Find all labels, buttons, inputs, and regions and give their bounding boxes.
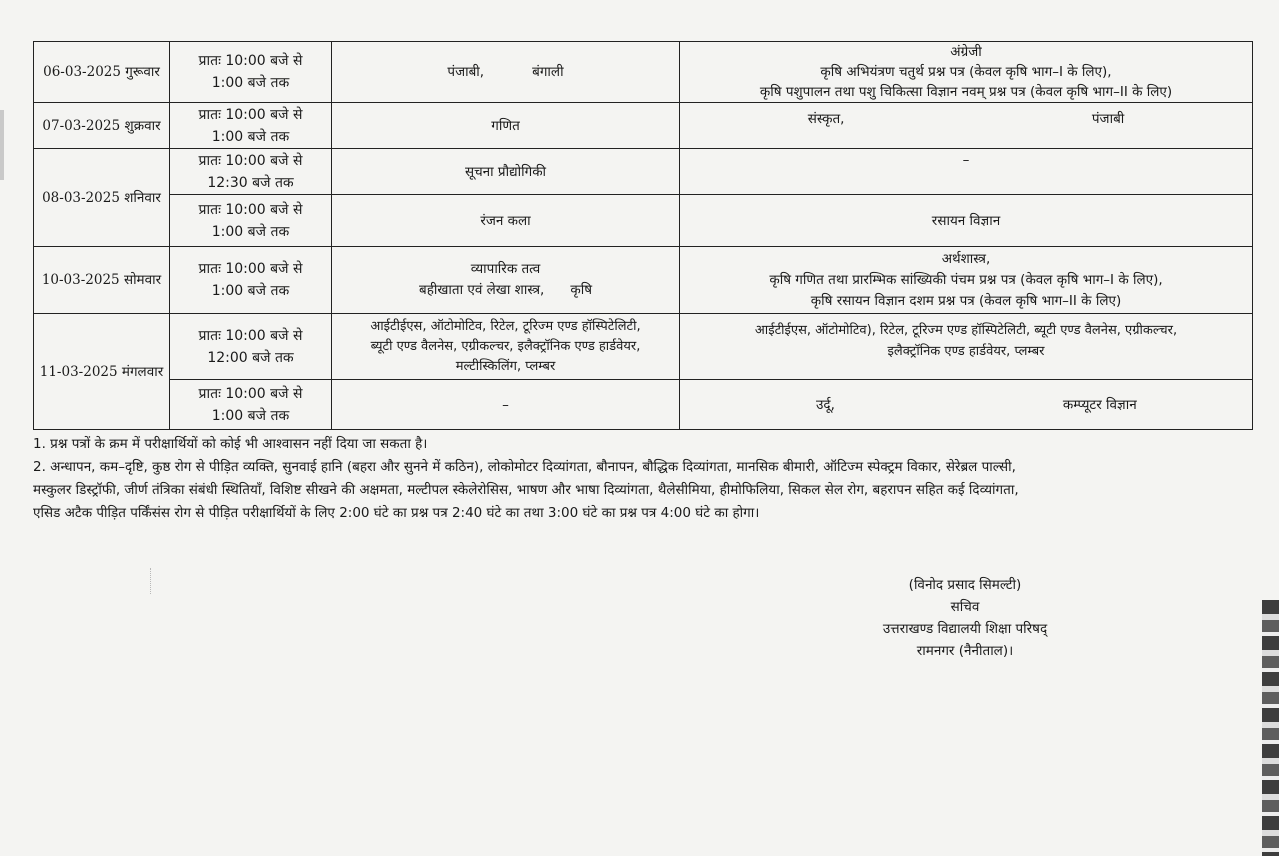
signatory-designation: सचिव [950,599,980,615]
paper1-cell: व्यापारिक तत्व बहीखाता एवं लेखा शास्त्र, कृषि [332,247,680,314]
date-cell: 08-03-2025 शनिवार [34,149,170,247]
time-cell: प्रातः 10:00 बजे से 12:00 बजे तक [170,314,332,380]
faint-scan-mark [150,568,154,594]
paper1-cell: आईटीईएस, ऑटोमोटिव, रिटेल, टूरिज्म एण्ड हॉस्पिटेलिटी, ब्यूटी एण्ड वैलनेस, एग्रीकल्चर, इलैक्ट्रॉनिक एण्ड हार्डवेयर, मल्टीस्किलिंग, प्लम्बर [332,314,680,380]
table-row [34,247,1253,314]
page-edge-shadow [0,110,4,180]
note-1: 1. प्रश्न पत्रों के क्रम में परीक्षार्थियों को कोई भी आश्वासन नहीं दिया जा सकता है। [33,436,428,452]
table-row [34,103,1253,149]
time-cell: प्रातः 10:00 बजे से 1:00 बजे तक [170,380,332,430]
signature-block [800,574,1130,662]
paper2-cell: संस्कृत, पंजाबी [680,103,1253,149]
time-cell: प्रातः 10:00 बजे से 12:30 बजे तक [170,149,332,195]
table-row [34,314,1253,380]
paper2-cell: रसायन विज्ञान [680,195,1253,247]
table-row [34,42,1253,103]
date-cell: 07-03-2025 शुक्रवार [34,103,170,149]
exam-schedule-table [33,41,1253,430]
date-cell: 06-03-2025 गुरूवार [34,42,170,103]
note-2-line-3: एसिड अटैक पीड़ित पर्किंसंस रोग से पीड़ित परीक्षार्थियों के लिए 2:00 घंटे का प्रश्न पत्र 2:40 घंटे का तथा 3:00 घंटे का प्रश्न पत्र 4:00 घंटे का होगा। [33,505,760,521]
notes-section [33,433,1253,525]
paper1-cell: गणित [332,103,680,149]
time-cell: प्रातः 10:00 बजे से 1:00 बजे तक [170,195,332,247]
paper2-cell: – [680,149,1253,195]
date-cell: 10-03-2025 सोमवार [34,247,170,314]
time-cell: प्रातः 10:00 बजे से 1:00 बजे तक [170,42,332,103]
signatory-place: रामनगर (नैनीताल)। [916,643,1014,659]
date-cell: 11-03-2025 मंगलवार [34,314,170,430]
paper2-cell: अंग्रेजी कृषि अभियंत्रण चतुर्थ प्रश्न पत्र (केवल कृषि भाग–I के लिए), कृषि पशुपालन तथा पशु चिकित्सा विज्ञान नवम् प्रश्न पत्र (केवल कृषि भाग–II के लिए) [680,42,1253,103]
signatory-name: (विनोद प्रसाद सिमल्टी) [908,577,1022,593]
signatory-organization: उत्तराखण्ड विद्यालयी शिक्षा परिषद् [882,621,1048,637]
paper1-cell: – [332,380,680,430]
paper2-cell: उर्दू, कम्प्यूटर विज्ञान [680,380,1253,430]
paper2-cell: आईटीईएस, ऑटोमोटिव), रिटेल, टूरिज्म एण्ड हॉस्पिटेलिटी, ब्यूटी एण्ड वैलनेस, एग्रीकल्चर, इलैक्ट्रॉनिक एण्ड हार्डवेयर, प्लम्बर [680,314,1253,380]
paper1-cell: पंजाबी, बंगाली [332,42,680,103]
table-row [34,380,1253,430]
paper1-cell: सूचना प्रौद्योगिकी [332,149,680,195]
table-row [34,149,1253,195]
note-2-line-2: मस्कुलर डिस्ट्रॉफी, जीर्ण तंत्रिका संबंधी स्थितियॉं, विशिष्ट सीखने की अक्षमता, मल्टीपल स्केलेरोसिस, भाषण और भाषा दिव्यांगता, थैलेसीमिया, हीमोफिलिया, सिकल सेल रोग, बहरापन सहित कई दिव्यांगता, [33,482,1019,498]
time-cell: प्रातः 10:00 बजे से 1:00 बजे तक [170,247,332,314]
paper1-cell: रंजन कला [332,195,680,247]
scan-edge-strip [1262,600,1279,856]
time-cell: प्रातः 10:00 बजे से 1:00 बजे तक [170,103,332,149]
table-row [34,195,1253,247]
note-2-line-1: 2. अन्धापन, कम–दृष्टि, कुष्ठ रोग से पीड़ित व्यक्ति, सुनवाई हानि (बहरा और सुनने में कठिन), लोकोमोटर दिव्यांगता, बौनापन, बौद्धिक दिव्यांगता, मानसिक बीमारी, ऑटिज्म स्पेक्ट्रम विकार, सेरेब्रल पाल्सी, [33,459,1016,475]
paper2-cell: अर्थशास्त्र, कृषि गणित तथा प्रारम्भिक सांख्यिकी पंचम प्रश्न पत्र (केवल कृषि भाग–I के लिए), कृषि रसायन विज्ञान दशम प्रश्न पत्र (केवल कृषि भाग–II के लिए) [680,247,1253,314]
